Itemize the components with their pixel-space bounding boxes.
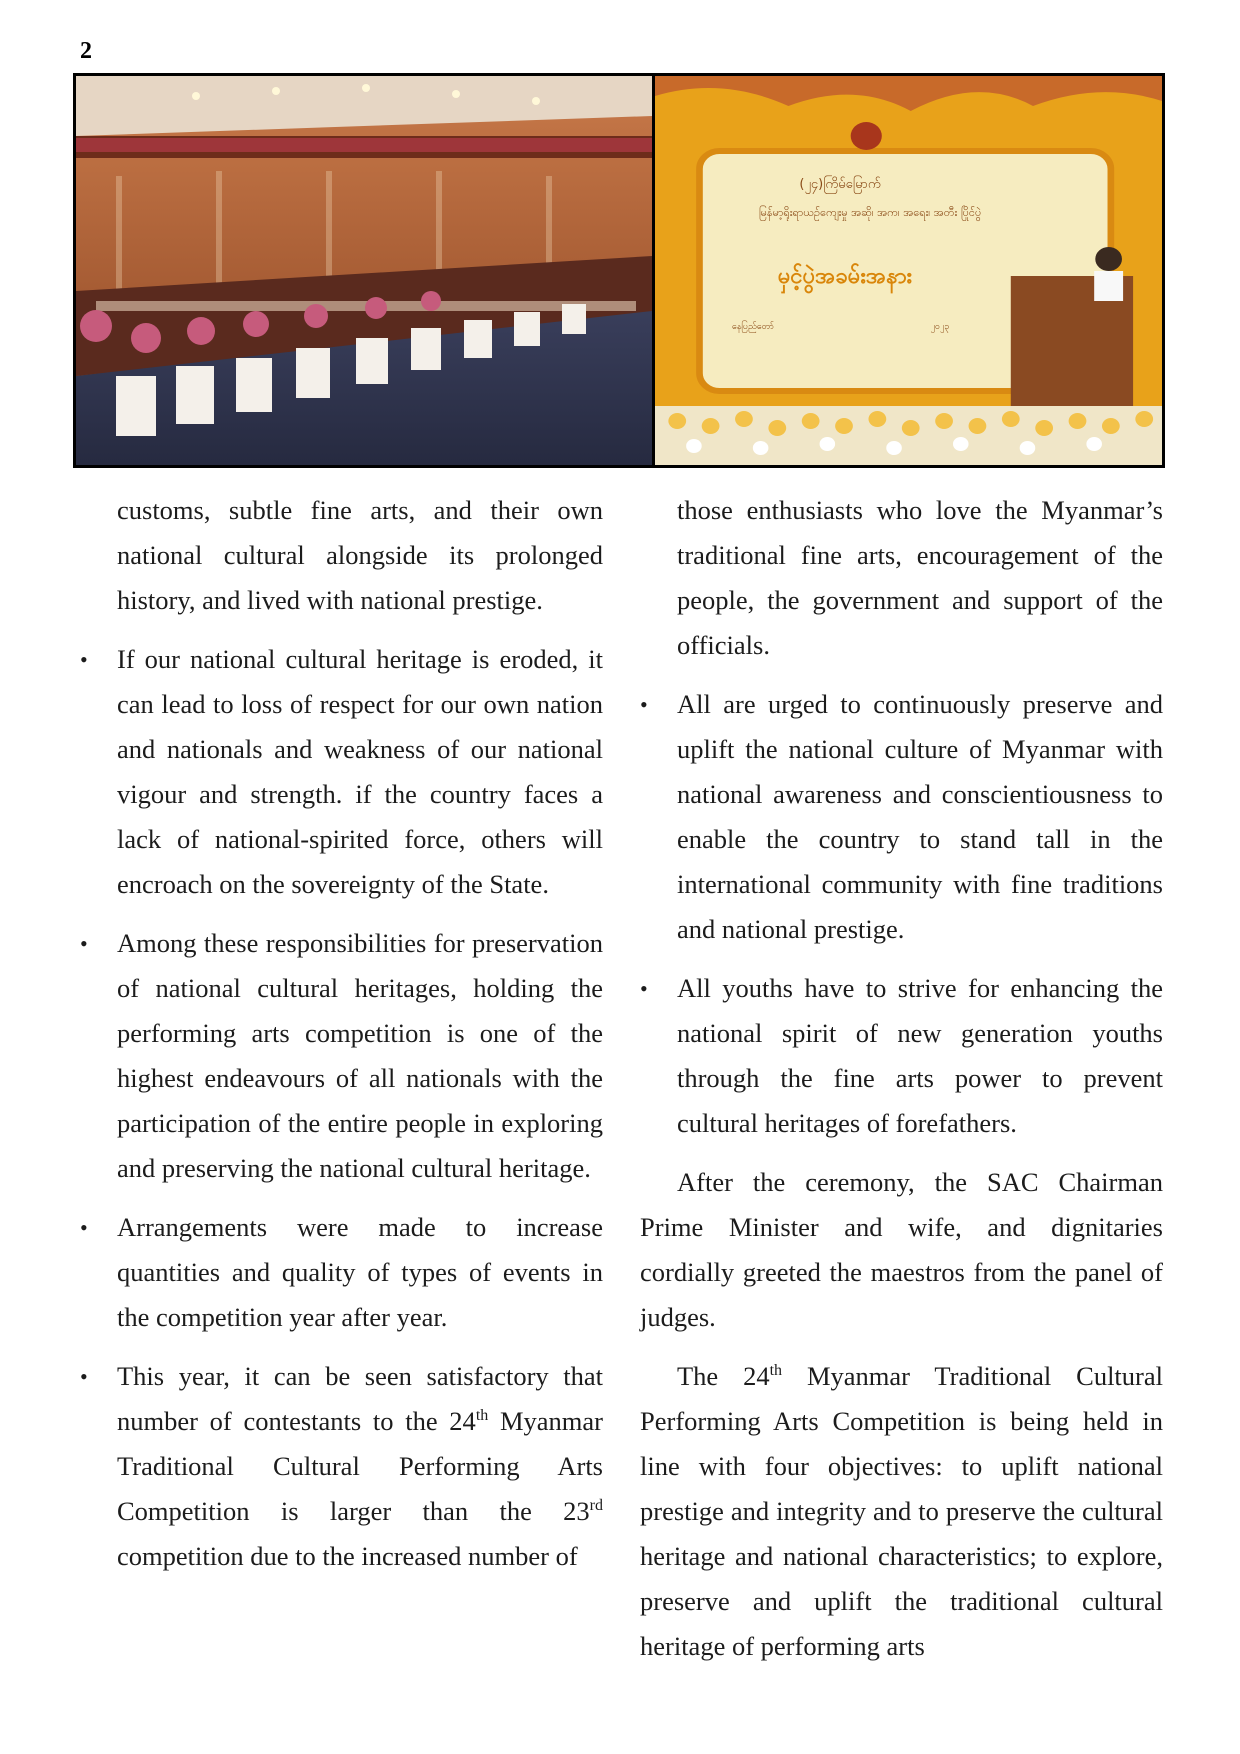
objectives-paragraph: The 24th Myanmar Traditional Cultural Performing Arts Competition is being held in line with four objectives: to uplift national prestige and integrity and to preserve the cultural heritage and national characteristics; to explore, preserve and uplift the traditional cultural heritage of performing arts: [640, 1361, 1163, 1661]
page-number: 2: [80, 38, 92, 64]
banner-line-3: မှင့်ပွဲအခမ်းအနား: [777, 264, 913, 289]
banner-line-1: (၂၄)ကြိမ်မြောက်: [799, 177, 881, 192]
list-item: • All are urged to continuously preserve and uplift the national culture of Myanmar with national awareness and conscientiousness to enable the country to stand tall in the international community with fine traditions and national prestige.: [640, 682, 1163, 952]
banner-footer-left: နေပြည်တော်: [731, 322, 775, 332]
banner-footer-right: ၂၀၂၃: [930, 322, 950, 332]
ceremony-paragraph: After the ceremony, the SAC Chairman Prime Minister and wife, and dignitaries cordially greeted the maestros from the panel of judges.: [640, 1167, 1163, 1332]
banner-line-2: မြန်မာ့ရိုးရာယဉ်ကျေးမှု အဆို၊ အက၊ အရေး၊ အတီး ပြိုင်ပွဲ: [758, 206, 982, 219]
stage-banner-photo: [655, 76, 1162, 465]
left-bullet-list: [80, 637, 603, 1579]
left-column: [80, 488, 603, 1593]
right-bullet-list: [640, 682, 1163, 1146]
photo-strip: [73, 73, 1165, 468]
list-item: • This year, it can be seen satisfactory that number of contestants to the 24th Myanmar Traditional Cultural Performing Arts Competition is larger than the 23rd competition due to the increased number of: [80, 1354, 603, 1579]
bullet-icon: •: [80, 1215, 88, 1240]
left-intro-paragraph: customs, subtle fine arts, and their own national cultural alongside its prolonged history, and lived with national prestige.: [117, 495, 603, 615]
list-item: • If our national cultural heritage is eroded, it can lead to loss of respect for our own nation and nationals and weakness of our national vigour and strength. if the country faces a lack of national-spirited force, others will encroach on the sovereignty of the State.: [80, 637, 603, 907]
list-item: • All youths have to strive for enhancing the national spirit of new generation youths through the fine arts power to prevent cultural heritages of forefathers.: [640, 966, 1163, 1146]
right-column: [640, 488, 1163, 1683]
audience-hall-photo: [76, 76, 652, 465]
list-item: • Among these responsibilities for preservation of national cultural heritages, holding the performing arts competition is one of the highest endeavours of all nationals with the participation of the entire people in exploring and preserving the national cultural heritage.: [80, 921, 603, 1191]
bullet-icon: •: [80, 931, 88, 956]
list-item: • Arrangements were made to increase quantities and quality of types of events in the competition year after year.: [80, 1205, 603, 1340]
right-continuation-paragraph: those enthusiasts who love the Myanmar’s traditional fine arts, encouragement of the people, the government and support of the officials.: [677, 495, 1163, 660]
bullet-icon: •: [80, 647, 88, 672]
bullet-icon: •: [640, 976, 648, 1001]
bullet-icon: •: [80, 1364, 88, 1389]
bullet-icon: •: [640, 692, 648, 717]
